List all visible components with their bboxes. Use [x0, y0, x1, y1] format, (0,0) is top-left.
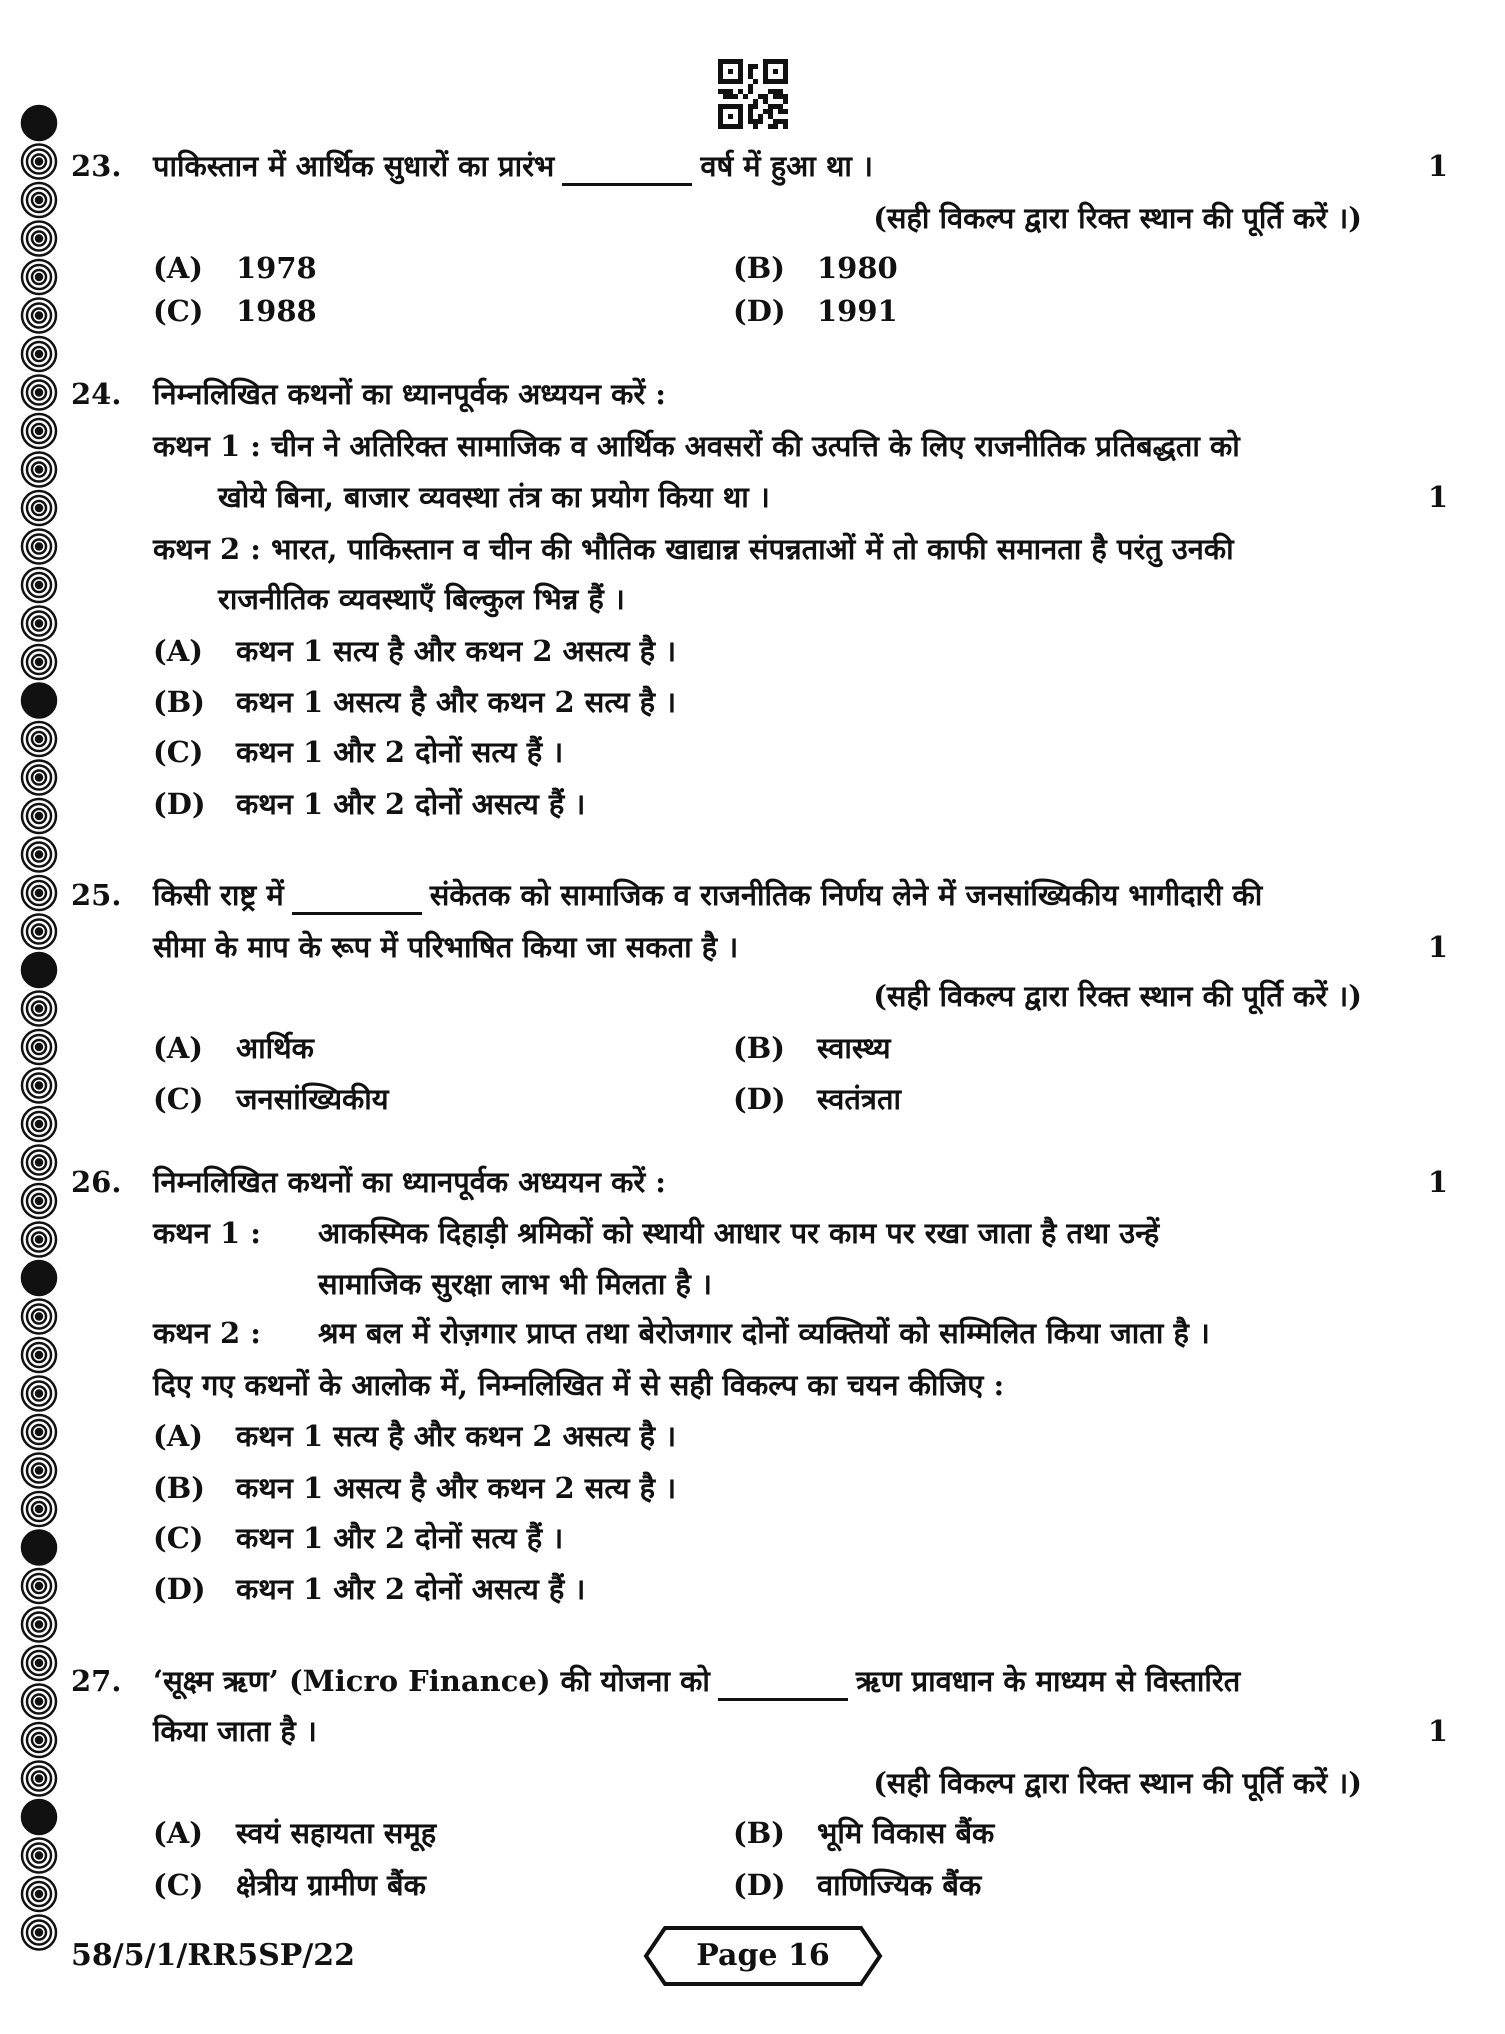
statement-label: कथन 2 :: [153, 532, 261, 566]
question-number: 24.: [71, 377, 122, 411]
option-letter: (C): [153, 1521, 204, 1555]
ring-icon: [22, 337, 56, 371]
filled-ring-icon: [22, 106, 56, 140]
filled-ring-icon: [22, 1261, 56, 1295]
ring-icon: [22, 645, 56, 679]
option-text: स्वयं सहायता समूह: [236, 1816, 437, 1850]
option-letter: (D): [733, 1868, 786, 1902]
ring-icon: [22, 1685, 56, 1719]
option-text: भूमि विकास बैंक: [817, 1816, 995, 1850]
ring-icon: [22, 992, 56, 1026]
option-letter: (B): [733, 251, 785, 285]
ring-icon: [22, 799, 56, 833]
ring-icon: [22, 1839, 56, 1873]
question-text-before: ‘सूक्ष्म ऋण’ (Micro Finance) की योजना को: [153, 1664, 710, 1698]
question-number: 27.: [71, 1664, 122, 1698]
option-letter: (C): [153, 1868, 204, 1902]
statement-text: श्रम बल में रोज़गार प्राप्त तथा बेरोजगार दोनों व्यक्तियों को सम्मिलित किया जाता है ।: [318, 1316, 1210, 1350]
option-text: वाणिज्यिक बैंक: [817, 1868, 982, 1902]
question-text-after: वर्ष में हुआ था ।: [700, 149, 874, 183]
ring-icon: [22, 1569, 56, 1603]
option-text: कथन 1 सत्य है और कथन 2 असत्य है ।: [236, 634, 677, 668]
qr-code: [718, 58, 788, 130]
option-text: 1991: [817, 294, 898, 328]
question-text: निम्नलिखित कथनों का ध्यानपूर्वक अध्ययन करें :: [153, 1165, 667, 1199]
marks: 1: [1427, 1714, 1448, 1748]
statement-text: सामाजिक सुरक्षा लाभ भी मिलता है ।: [318, 1267, 713, 1301]
ring-icon: [22, 299, 56, 333]
option-letter: (D): [153, 787, 206, 821]
option-letter: (A): [153, 1419, 203, 1453]
option-text: कथन 1 असत्य है और कथन 2 सत्य है ।: [236, 1471, 677, 1505]
option-text: आर्थिक: [236, 1031, 314, 1065]
ring-icon: [22, 491, 56, 525]
ring-icon: [22, 1069, 56, 1103]
ring-icon: [22, 1030, 56, 1064]
ring-icon: [22, 1415, 56, 1449]
option-letter: (B): [733, 1031, 785, 1065]
ring-icon: [22, 1338, 56, 1372]
option-text: 1988: [236, 294, 317, 328]
statement-text: चीन ने अतिरिक्त सामाजिक व आर्थिक अवसरों की उत्पत्ति के लिए राजनीतिक प्रतिबद्धता को: [271, 429, 1240, 463]
ring-icon: [22, 1646, 56, 1680]
question-text: [153, 875, 1262, 915]
ring-icon: [22, 183, 56, 217]
ring-icon: [22, 607, 56, 641]
marks: 1: [1427, 930, 1448, 964]
marks: 1: [1427, 149, 1448, 183]
ring-icon: [22, 876, 56, 910]
question-prompt: दिए गए कथनों के आलोक में, निम्नलिखित में से सही विकल्प का चयन कीजिए :: [153, 1368, 1005, 1402]
option-letter: (C): [153, 1082, 204, 1116]
option-letter: (D): [733, 294, 786, 328]
question-text-after: संकेतक को सामाजिक व राजनीतिक निर्णय लेने में जनसांख्यिकीय भागीदारी की: [429, 878, 1263, 912]
option-text: कथन 1 और 2 दोनों असत्य हैं ।: [236, 787, 586, 821]
ring-icon: [22, 453, 56, 487]
filled-ring-icon: [22, 684, 56, 718]
ring-icon: [22, 1492, 56, 1526]
ring-icon: [22, 1877, 56, 1911]
statement-text: खोये बिना, बाजार व्यवस्था तंत्र का प्रयोग किया था ।: [218, 480, 770, 514]
ring-icon: [22, 1723, 56, 1757]
statement-2: [153, 529, 1234, 569]
question-text-line2: सीमा के माप के रूप में परिभाषित किया जा सकता है ।: [153, 930, 739, 964]
statement-1: [153, 426, 1240, 466]
question-text: [153, 1661, 1240, 1701]
ring-icon: [22, 1107, 56, 1141]
ring-icon: [22, 260, 56, 294]
statement-text: राजनीतिक व्यवस्थाएँ बिल्कुल भिन्न हैं ।: [218, 582, 625, 616]
statement-text: आकस्मिक दिहाड़ी श्रमिकों को स्थायी आधार पर काम पर रखा जाता है तथा उन्हें: [318, 1216, 1160, 1250]
blank: [718, 1670, 848, 1701]
ring-icon: [22, 1916, 56, 1950]
ring-icon: [22, 1454, 56, 1488]
question-text-before: किसी राष्ट्र में: [153, 878, 284, 912]
statement-text: भारत, पाकिस्तान व चीन की भौतिक खाद्यान्न संपन्नताओं में तो काफी समानता है परंतु उनकी: [271, 532, 1234, 566]
blank: [292, 884, 422, 915]
ring-icon: [22, 915, 56, 949]
paper-code: 58/5/1/RR5SP/22: [71, 1938, 356, 1973]
option-text: कथन 1 और 2 दोनों सत्य हैं ।: [236, 1521, 564, 1555]
option-letter: (C): [153, 294, 204, 328]
option-text: स्वास्थ्य: [817, 1031, 891, 1065]
question-text: [153, 146, 873, 186]
option-letter: (A): [153, 634, 203, 668]
option-text: 1978: [236, 251, 317, 285]
ring-icon: [22, 838, 56, 872]
blank: [562, 155, 692, 186]
ring-icon: [22, 1184, 56, 1218]
question-number: 25.: [71, 878, 122, 912]
question-text-line2: किया जाता है ।: [153, 1714, 317, 1748]
option-letter: (A): [153, 1031, 203, 1065]
option-letter: (B): [153, 685, 205, 719]
statement-label: कथन 1 :: [153, 429, 261, 463]
option-letter: (B): [733, 1816, 785, 1850]
ring-icon: [22, 1300, 56, 1334]
filled-ring-icon: [22, 953, 56, 987]
option-text: क्षेत्रीय ग्रामीण बैंक: [236, 1868, 426, 1902]
ring-icon: [22, 761, 56, 795]
option-text: कथन 1 और 2 दोनों सत्य हैं ।: [236, 735, 564, 769]
ring-icon: [22, 414, 56, 448]
ring-icon: [22, 1608, 56, 1642]
question-text-before: पाकिस्तान में आर्थिक सुधारों का प्रारंभ: [153, 149, 555, 183]
ring-icon: [22, 722, 56, 756]
instruction: (सही विकल्प द्वारा रिक्त स्थान की पूर्ति करें ।): [873, 979, 1362, 1013]
option-text: जनसांख्यिकीय: [236, 1082, 389, 1116]
statement-label: कथन 1 :: [153, 1216, 261, 1250]
marks: 1: [1427, 1165, 1448, 1199]
filled-ring-icon: [22, 1800, 56, 1834]
page-number: Page 16: [696, 1938, 830, 1973]
ring-icon: [22, 145, 56, 179]
ring-icon: [22, 1762, 56, 1796]
ring-icon: [22, 1146, 56, 1180]
option-text: स्वतंत्रता: [817, 1082, 901, 1116]
margin-ring-border: [0, 0, 80, 2034]
statement-label: कथन 2 :: [153, 1316, 261, 1350]
ring-icon: [22, 222, 56, 256]
option-letter: (A): [153, 1816, 203, 1850]
ring-icon: [22, 1377, 56, 1411]
option-letter: (D): [733, 1082, 786, 1116]
ring-icon: [22, 530, 56, 564]
option-letter: (B): [153, 1471, 205, 1505]
ring-icon: [22, 568, 56, 602]
instruction: (सही विकल्प द्वारा रिक्त स्थान की पूर्ति करें ।): [873, 201, 1362, 235]
question-text: निम्नलिखित कथनों का ध्यानपूर्वक अध्ययन करें :: [153, 377, 667, 411]
option-text: कथन 1 और 2 दोनों असत्य हैं ।: [236, 1572, 586, 1606]
ring-icon: [22, 376, 56, 410]
option-text: कथन 1 असत्य है और कथन 2 सत्य है ।: [236, 685, 677, 719]
ring-icon: [22, 1223, 56, 1257]
option-letter: (A): [153, 251, 203, 285]
option-text: 1980: [817, 251, 898, 285]
option-letter: (D): [153, 1572, 206, 1606]
question-number: 23.: [71, 149, 122, 183]
instruction: (सही विकल्प द्वारा रिक्त स्थान की पूर्ति करें ।): [873, 1766, 1362, 1800]
filled-ring-icon: [22, 1531, 56, 1565]
marks: 1: [1427, 480, 1448, 514]
question-text-after: ऋण प्रावधान के माध्यम से विस्तारित: [855, 1664, 1241, 1698]
question-number: 26.: [71, 1165, 122, 1199]
option-text: कथन 1 सत्य है और कथन 2 असत्य है ।: [236, 1419, 677, 1453]
option-letter: (C): [153, 735, 204, 769]
